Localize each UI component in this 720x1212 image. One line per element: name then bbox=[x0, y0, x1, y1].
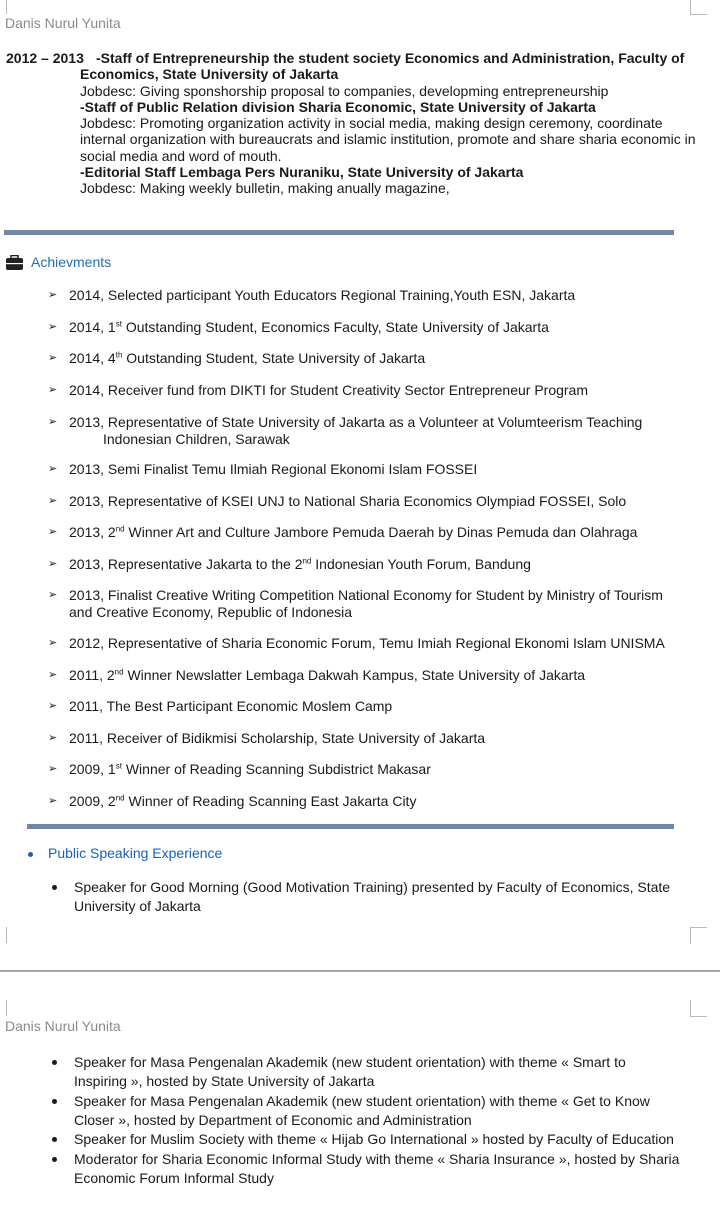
arrow-bullet-icon: ➢ bbox=[48, 763, 58, 775]
achievement-item bbox=[48, 382, 668, 399]
page-corner-mark bbox=[0, 1000, 7, 1016]
achievement-text-part: 2013, Representative of KSEI UNJ to National Sharia Economics Olympiad FOSSEI, Solo bbox=[69, 493, 627, 509]
list-item-text: Speaker for Masa Pengenalan Akademik (new student orientation) with theme « Get to Know Closer », hosted by Department of Economic and Administration bbox=[74, 1093, 650, 1128]
achievement-text bbox=[69, 319, 668, 336]
public-speaking-title: Public Speaking Experience bbox=[48, 845, 223, 861]
page-corner-mark bbox=[0, 0, 7, 14]
experience-jobdesc: Jobdesc: Making weekly bulletin, making anually magazine, bbox=[80, 180, 450, 197]
arrow-bullet-icon: ➢ bbox=[48, 637, 58, 649]
achievement-text bbox=[69, 587, 668, 620]
page-corner-mark bbox=[690, 927, 707, 944]
achievement-text-part: Winner Art and Culture Jambore Pemuda Daerah by Dinas Pemuda dan Olahraga bbox=[124, 524, 638, 540]
achievement-text-part: 2009, 1 bbox=[69, 761, 116, 777]
list-item bbox=[52, 1053, 682, 1091]
achievement-text-part: 2012, Representative of Sharia Economic Forum, Temu Imiah Regional Ekonomi Islam UNISMA bbox=[69, 635, 665, 651]
achievement-text-part: Winner Newslatter Lembaga Dakwah Kampus, State University of Jakarta bbox=[123, 667, 585, 683]
achievement-item bbox=[48, 556, 668, 573]
achievement-item bbox=[48, 635, 668, 652]
bullet-icon bbox=[52, 1099, 57, 1104]
experience-title: -Editorial Staff Lembaga Pers Nuraniku, State University of Jakarta bbox=[80, 164, 524, 181]
experience-title: -Staff of Public Relation division Sharia Economic, State University of Jakarta bbox=[80, 98, 596, 115]
ordinal-suffix: th bbox=[115, 350, 123, 360]
arrow-bullet-icon: ➢ bbox=[48, 352, 58, 364]
achievement-item bbox=[48, 761, 668, 778]
briefcase-icon bbox=[6, 255, 23, 270]
arrow-bullet-icon: ➢ bbox=[48, 384, 58, 396]
achievement-text-part: 2011, Receiver of Bidikmisi Scholarship, State University of Jakarta bbox=[69, 730, 486, 746]
achievement-item bbox=[48, 698, 668, 715]
ordinal-suffix: st bbox=[115, 319, 122, 329]
achievement-item bbox=[48, 350, 668, 367]
achievement-text-part: Outstanding Student, State University of Jakarta bbox=[122, 350, 426, 366]
list-item-text: Moderator for Sharia Economic Informal Study with theme « Sharia Insurance », hosted by Sharia Economic Forum Informal Study bbox=[74, 1151, 680, 1186]
achievement-text-part: 2013, Representative of State University of Jakarta as a Volunteer at Volumteerism Teaching bbox=[69, 414, 643, 430]
achievement-item bbox=[48, 587, 668, 620]
list-item bbox=[52, 878, 682, 916]
bullet-icon bbox=[52, 1060, 57, 1065]
arrow-bullet-icon: ➢ bbox=[48, 416, 58, 428]
achievement-item bbox=[48, 287, 668, 304]
achievement-item bbox=[48, 461, 668, 478]
achievement-text bbox=[69, 556, 668, 573]
bullet-icon bbox=[28, 852, 33, 857]
arrow-bullet-icon: ➢ bbox=[48, 495, 58, 507]
page-header-name: Danis Nurul Yunita bbox=[5, 1018, 121, 1034]
achievement-item bbox=[48, 493, 668, 510]
arrow-bullet-icon: ➢ bbox=[48, 289, 58, 301]
achievement-text bbox=[69, 287, 668, 304]
arrow-bullet-icon: ➢ bbox=[48, 732, 58, 744]
bullet-icon bbox=[52, 885, 57, 890]
achievement-text-part: 2013, Finalist Creative Writing Competition National Economy for Student by Ministry of Tourism and Creative Economy, Republic of Indonesia bbox=[69, 587, 663, 620]
list-item bbox=[52, 1130, 682, 1149]
achievement-text-continued: Indonesian Children, Sarawak bbox=[103, 430, 290, 447]
list-item-text: Speaker for Good Morning (Good Motivation Training) presented by Faculty of Economics, State University of Jakarta bbox=[74, 879, 671, 914]
achievement-text bbox=[69, 461, 668, 478]
achievement-text bbox=[69, 761, 668, 778]
experience-jobdesc: Jobdesc: Giving sponshorship proposal to companies, developming entrepreneurship bbox=[80, 82, 609, 99]
achievement-text-part: Indonesian Youth Forum, Bandung bbox=[311, 556, 531, 572]
achievement-text-part: 2011, 2 bbox=[69, 667, 115, 683]
ordinal-suffix: nd bbox=[302, 556, 312, 566]
experience-title: -Staff of Entrepreneurship the student society Economics and Administration, Faculty of Economics, State University of Jakarta bbox=[80, 50, 685, 83]
achievement-text-part: 2013, Semi Finalist Temu Ilmiah Regional Ekonomi Islam FOSSEI bbox=[69, 461, 478, 477]
section-divider bbox=[4, 230, 674, 235]
arrow-bullet-icon: ➢ bbox=[48, 700, 58, 712]
achievement-text-part: 2014, Receiver fund from DIKTI for Student Creativity Sector Entrepreneur Program bbox=[69, 382, 589, 398]
achievement-text-part: Winner of Reading Scanning Subdistrict Makasar bbox=[121, 761, 431, 777]
page-break bbox=[0, 970, 720, 972]
achievement-text-part: 2009, 2 bbox=[69, 793, 116, 809]
arrow-bullet-icon: ➢ bbox=[48, 589, 58, 601]
achievement-text-part: Winner of Reading Scanning East Jakarta City bbox=[124, 793, 417, 809]
achievement-item bbox=[48, 319, 668, 336]
page-corner-mark bbox=[690, 0, 707, 15]
achievement-text-part: Outstanding Student, Economics Faculty, State University of Jakarta bbox=[121, 319, 549, 335]
achievements-heading bbox=[6, 254, 111, 270]
achievement-text-part: 2011, The Best Participant Economic Moslem Camp bbox=[69, 698, 393, 714]
achievement-item bbox=[48, 667, 668, 684]
arrow-bullet-icon: ➢ bbox=[48, 795, 58, 807]
achievement-text-part: 2013, 2 bbox=[69, 524, 116, 540]
experience-year: 2012 – 2013 bbox=[6, 50, 84, 66]
achievement-text-part: 2014, 4 bbox=[69, 350, 116, 366]
achievement-item bbox=[48, 414, 668, 447]
section-divider bbox=[27, 824, 674, 829]
ordinal-suffix: nd bbox=[115, 793, 125, 803]
bullet-icon bbox=[52, 1137, 57, 1142]
achievement-text-part: 2013, Representative Jakarta to the 2 bbox=[69, 556, 303, 572]
achievement-item bbox=[48, 730, 668, 747]
achievement-text-part: 2014, 1 bbox=[69, 319, 116, 335]
list-item-text: Speaker for Muslim Society with theme « Hijab Go International » hosted by Faculty of Education bbox=[74, 1131, 674, 1147]
page-corner-mark bbox=[690, 1000, 707, 1017]
arrow-bullet-icon: ➢ bbox=[48, 526, 58, 538]
list-item-text: Speaker for Masa Pengenalan Akademik (new student orientation) with theme « Smart to Inspiring », hosted by State University of Jakarta bbox=[74, 1054, 626, 1089]
achievement-item bbox=[48, 793, 668, 810]
achievement-text bbox=[69, 635, 668, 652]
arrow-bullet-icon: ➢ bbox=[48, 669, 58, 681]
achievement-text-part: 2014, Selected participant Youth Educators Regional Training,Youth ESN, Jakarta bbox=[69, 287, 576, 303]
achievement-item bbox=[48, 524, 668, 541]
achievement-text bbox=[69, 698, 668, 715]
ordinal-suffix: nd bbox=[115, 524, 125, 534]
achievement-text bbox=[69, 414, 668, 431]
experience-jobdesc: Jobdesc: Promoting organization activity in social media, making design ceremony, coordinate internal organization with bureaucrats and islamic institution, promote and share sharia economic in social media and word of mouth. bbox=[80, 115, 696, 164]
page-header-name: Danis Nurul Yunita bbox=[5, 15, 121, 31]
achievement-text bbox=[69, 667, 668, 684]
public-speaking-heading bbox=[28, 845, 222, 861]
ordinal-suffix: nd bbox=[114, 667, 124, 677]
achievements-title: Achievments bbox=[31, 254, 112, 270]
list-item bbox=[52, 1092, 682, 1130]
achievement-text bbox=[69, 730, 668, 747]
achievement-text bbox=[69, 382, 668, 399]
achievement-text bbox=[69, 524, 668, 541]
arrow-bullet-icon: ➢ bbox=[48, 321, 58, 333]
page-corner-mark bbox=[0, 927, 7, 943]
arrow-bullet-icon: ➢ bbox=[48, 463, 58, 475]
experience-section bbox=[6, 50, 696, 197]
achievement-text bbox=[69, 350, 668, 367]
list-item bbox=[52, 1150, 682, 1188]
bullet-icon bbox=[52, 1157, 57, 1162]
achievement-text bbox=[69, 793, 668, 810]
arrow-bullet-icon: ➢ bbox=[48, 558, 58, 570]
ordinal-suffix: st bbox=[115, 761, 122, 771]
achievement-text bbox=[69, 493, 668, 510]
